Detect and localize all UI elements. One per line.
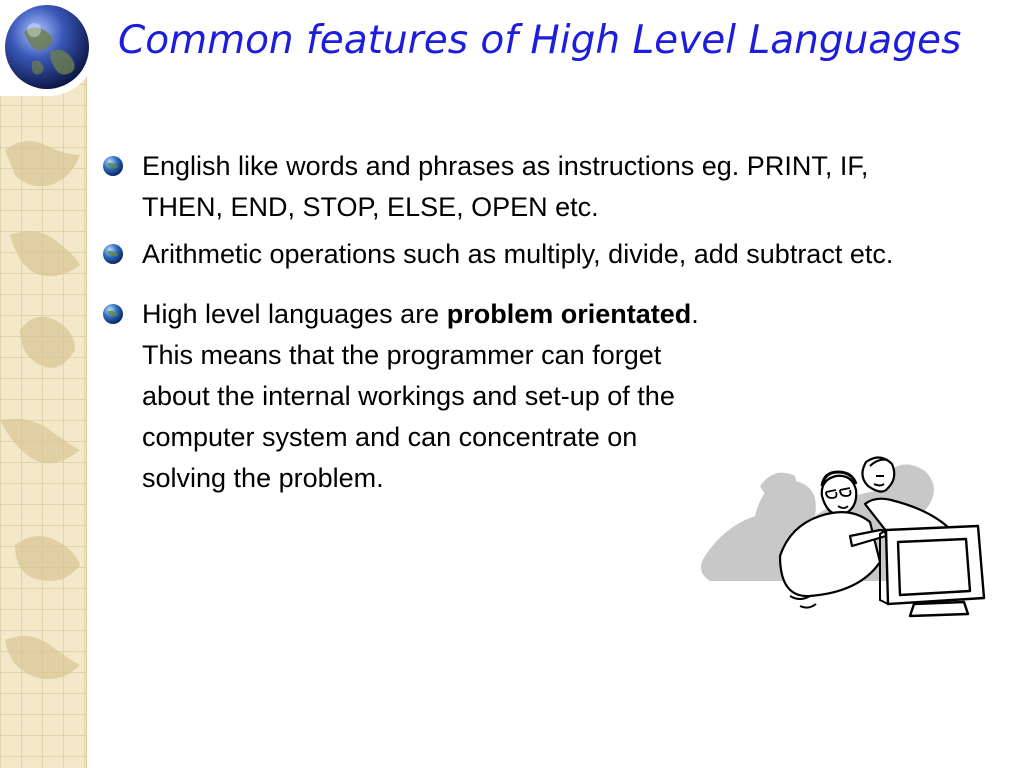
bullet-item <box>100 146 930 228</box>
bullet-item <box>100 294 702 499</box>
bullet-text: Arithmetic operations such as multiply, divide, add subtract etc. <box>142 239 894 269</box>
bullet-item <box>100 234 930 275</box>
globe-badge <box>0 0 96 96</box>
two-men-at-computer-clipart <box>700 446 1000 626</box>
blue-sphere-bullet-icon <box>102 303 124 325</box>
bullet-text-prefix: High level languages are <box>142 299 447 329</box>
slide-title: Common features of High Level Languages <box>118 18 962 63</box>
blue-sphere-bullet-icon <box>102 155 124 177</box>
sidebar-map-strip <box>0 0 87 768</box>
bullet-text-suffix: . This means that the programmer can forget about the internal workings and set-up of the computer system and can concentrate on solving the problem. <box>142 299 699 493</box>
bullet-emphasis: problem orientated <box>446 299 692 329</box>
blue-sphere-bullet-icon <box>102 243 124 265</box>
globe-icon <box>2 2 92 92</box>
world-map-pattern <box>0 0 86 768</box>
bullet-text: English like words and phrases as instructions eg. PRINT, IF, THEN, END, STOP, ELSE, OPEN etc. <box>142 151 869 222</box>
